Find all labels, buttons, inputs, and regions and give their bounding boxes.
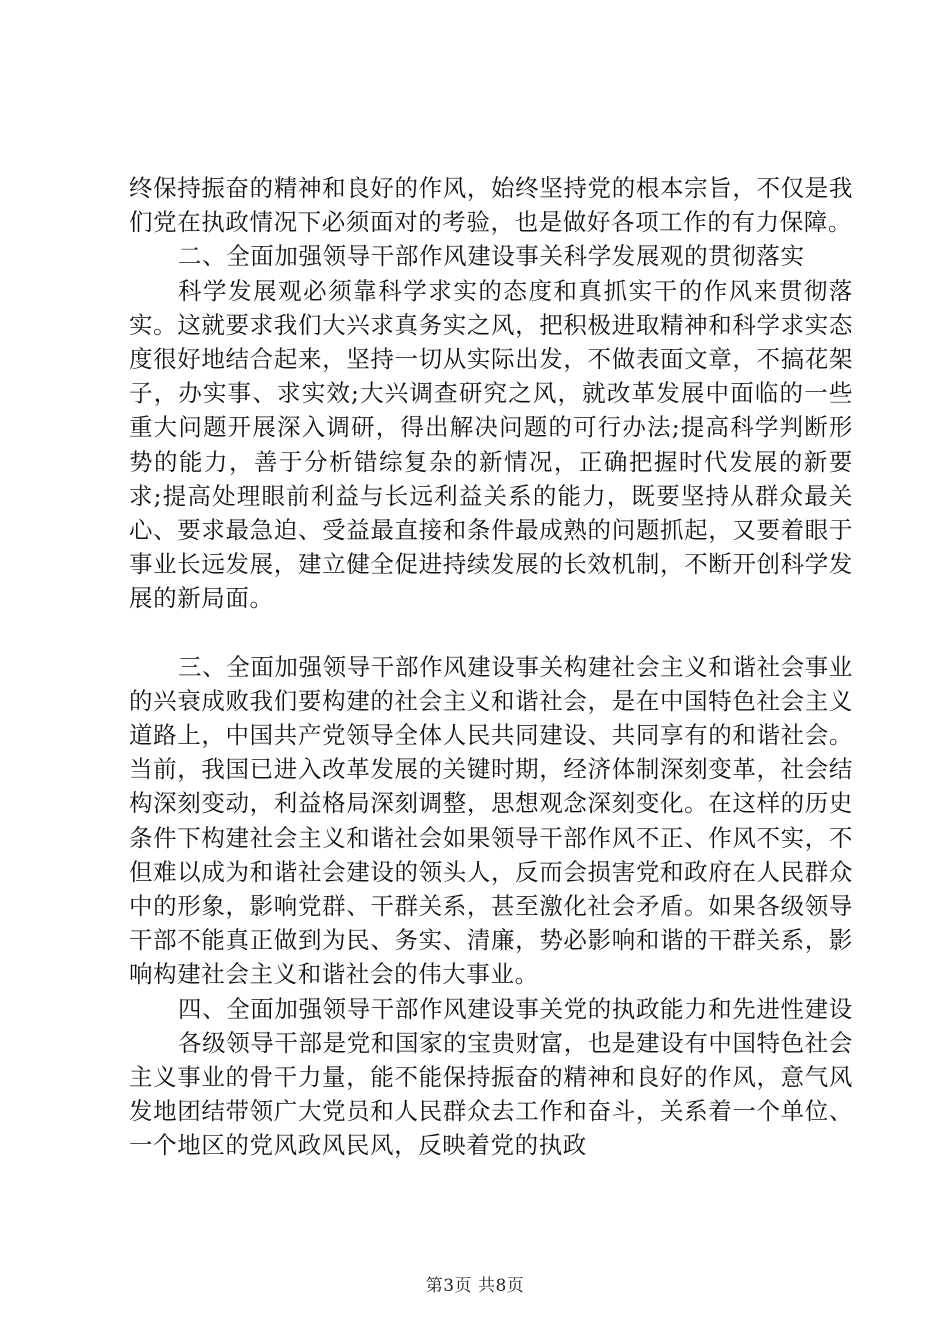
document-body <box>129 171 853 1163</box>
paragraph-continuation: 终保持振奋的精神和良好的作风，始终坚持党的根本宗旨，不仅是我们党在执政情况下必须面对的考验，也是做好各项工作的有力保障。 <box>129 174 853 237</box>
page-footer: 第3页 共8页 <box>425 1276 525 1296</box>
paragraph-spacer <box>129 616 853 650</box>
section-heading-4: 四、全面加强领导干部作风建设事关党的执政能力和先进性建设 <box>178 994 853 1023</box>
paragraph-scientific-development: 科学发展观必须靠科学求实的态度和真抓实干的作风来贯彻落实。这就要求我们大兴求真务实之风，把积极进取精神和科学求实态度很好地结合起来，坚持一切从实际出发，不做表面文章，不搞花架子，办实事、求实效;大兴调查研究之风，就改革发展中面临的一些重大问题开展深入调研，得出解决问题的可行办法;提高科学判断形势的能力，善于分析错综复杂的新情况，正确把握时代发展的新要求;提高处理眼前利益与长远利益关系的能力，既要坚持从群众最关心、要求最急迫、受益最直接和条件最成熟的问题抓起，又要着眼于事业长远发展，建立健全促进持续发展的长效机制，不断开创科学发展的新局面。 <box>129 276 853 613</box>
section-heading-2: 二、全面加强领导干部作风建设事关科学发展观的贯彻落实 <box>178 242 805 271</box>
paragraph-leading-cadres: 各级领导干部是党和国家的宝贵财富，也是建设有中国特色社会主义事业的骨干力量，能不能保持振奋的精神和良好的作风，意气风发地团结带领广大党员和人民群众去工作和奋斗，关系着一个单位、一个地区的党风政风民风，反映着党的执政 <box>129 1028 853 1160</box>
section-heading-3-paragraph: 三、全面加强领导干部作风建设事关构建社会主义和谐社会事业的兴衰成败我们要构建的社会主义和谐社会，是在中国特色社会主义道路上，中国共产党领导全体人民共同建设、共同享有的和谐社会。当前，我国已进入改革发展的关键时期，经济体制深刻变革，社会结构深刻变动，利益格局深刻调整，思想观念深刻变化。在这样的历史条件下构建社会主义和谐社会如果领导干部作风不正、作风不实，不但难以成为和谐社会建设的领头人，反而会损害党和政府在人民群众中的形象，影响党群、干群关系，甚至激化社会矛盾。如果各级领导干部不能真正做到为民、务实、清廉，势必影响和谐的干群关系，影响构建社会主义和谐社会的伟大事业。 <box>129 652 853 989</box>
